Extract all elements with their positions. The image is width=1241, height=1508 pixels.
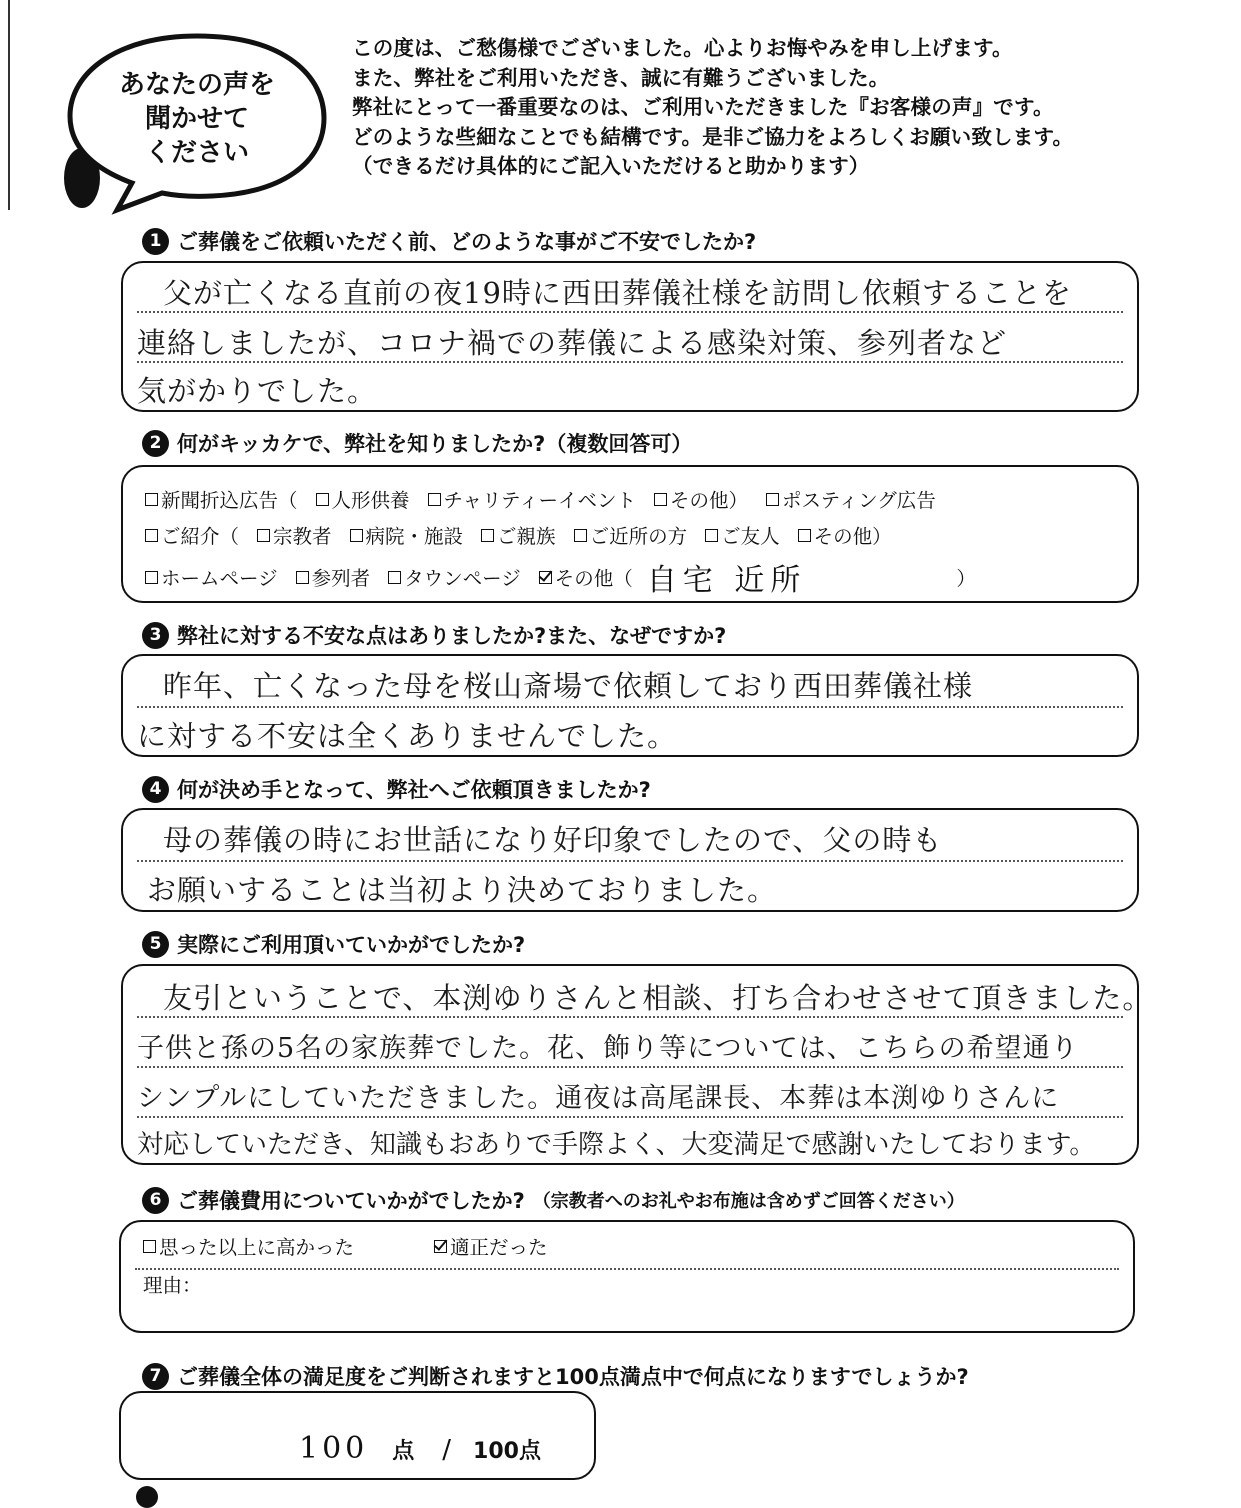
option-posting[interactable]: ポスティング広告 [766, 485, 936, 513]
reason-row[interactable] [143, 1270, 202, 1298]
question-number-icon: 5 [142, 931, 169, 958]
handwritten-other-answer[interactable]: 自宅 近所 [646, 563, 807, 598]
handwritten-answer: 対応していただき、知識もおありで手際よく、大変満足で感謝いたしております。 [137, 1130, 1096, 1160]
answer-box-1[interactable] [121, 261, 1139, 412]
checkbox-icon[interactable] [296, 571, 309, 584]
checkbox-icon[interactable] [766, 493, 779, 506]
question-text: ご葬儀費用についていかがでしたか? [177, 1189, 525, 1213]
ruled-line [137, 706, 1123, 708]
option-homepage[interactable]: ホームページ [145, 563, 278, 591]
score-unit: 点 [392, 1439, 415, 1464]
handwritten-answer: 母の葬儀の時にお世話になり好印象でしたので、父の時も [163, 823, 943, 857]
reason-label: 理由： [143, 1274, 202, 1297]
option-neighbors[interactable]: ご近所の方 [574, 521, 688, 549]
speech-bubble [62, 28, 332, 218]
checkbox-icon[interactable] [481, 529, 494, 542]
intro-line: また、弊社をご利用いただき、誠に有難うございました。 [352, 65, 890, 90]
handwritten-score: 100 [299, 1431, 369, 1466]
score-total: 100点 [473, 1439, 541, 1464]
score-row [299, 1431, 541, 1466]
handwritten-answer: 昨年、亡くなった母を桜山斎場で依頼しており西田葬儀社様 [163, 669, 974, 703]
checkbox-icon[interactable] [388, 571, 401, 584]
answer-box-4[interactable] [121, 808, 1139, 912]
checkbox-icon[interactable] [654, 493, 667, 506]
intro-line: この度は、ご愁傷様でございました。心よりお悔やみを申し上げます。 [352, 36, 1013, 60]
handwritten-answer: 気がかりでした。 [137, 374, 378, 408]
question-number-icon: 3 [142, 622, 169, 649]
question-number-icon: 1 [142, 228, 169, 255]
question-number-icon: 2 [142, 430, 169, 457]
checkbox-icon[interactable] [428, 493, 441, 506]
handwritten-answer: 子供と孫の5名の家族葬でした。花、飾り等については、こちらの希望通り [137, 1033, 1079, 1064]
paren-close: ） [872, 525, 892, 548]
scan-edge-line [8, 0, 10, 210]
question-number-icon: 4 [142, 776, 169, 803]
question-text: 実際にご利用頂いていかがでしたか? [177, 933, 526, 957]
option-doll-memorial[interactable]: 人形供養 [316, 485, 410, 513]
paren-close: ） [728, 489, 749, 512]
option-other-2[interactable]: その他 [798, 521, 873, 549]
handwritten-answer: に対する不安は全くありませんでした。 [137, 719, 678, 753]
checkbox-icon[interactable] [798, 529, 811, 542]
question-text: 何が決め手となって、弊社へご依頼頂きましたか? [177, 778, 651, 802]
option-charity-event[interactable]: チャリティーイベント [428, 485, 636, 513]
handwritten-answer: 友引ということで、本渕ゆりさんと相談、打ち合わせさせて頂きました。 [163, 981, 1153, 1015]
next-question-number-icon [136, 1486, 158, 1508]
question-text: 何がキッカケで、弊社を知りましたか?（複数回答可） [177, 432, 693, 456]
option-row [145, 555, 976, 599]
answer-box-2 [121, 465, 1139, 603]
option-row [145, 485, 936, 513]
option-row [143, 1232, 548, 1260]
option-friends[interactable]: ご友人 [705, 521, 780, 549]
answer-box-3[interactable] [121, 654, 1139, 757]
bubble-line: ください [144, 138, 249, 168]
intro-message [352, 34, 1212, 182]
question-3 [142, 620, 726, 650]
question-7 [142, 1361, 969, 1391]
question-text: ご葬儀をご依頼いただく前、どのような事がご不安でしたか? [177, 230, 757, 254]
score-slash: / [442, 1435, 452, 1465]
option-referral[interactable]: ご紹介（ [145, 521, 239, 549]
question-5 [142, 929, 525, 959]
ruled-line [137, 860, 1123, 862]
option-other-1[interactable]: その他 [654, 485, 729, 513]
handwritten-answer: 父が亡くなる直前の夜19時に西田葬儀社様を訪問し依頼することを [163, 276, 1072, 310]
ruled-line [135, 1268, 1119, 1270]
ruled-line [137, 1066, 1123, 1068]
intro-line: （できるだけ具体的にご記入いただけると助かります） [352, 154, 870, 178]
checkbox-icon[interactable] [145, 529, 158, 542]
option-other-3[interactable]: その他（ [539, 563, 633, 591]
option-religious[interactable]: 宗教者 [257, 521, 332, 549]
question-6 [142, 1185, 965, 1215]
option-town-page[interactable]: タウンページ [388, 563, 521, 591]
bubble-line: 聞かせて [144, 104, 249, 134]
handwritten-answer: シンプルにしていただきました。通夜は高尾課長、本葬は本渕ゆりさんに [137, 1083, 1060, 1114]
option-too-expensive[interactable]: 思った以上に高かった [143, 1232, 354, 1260]
question-number-icon: 6 [142, 1187, 169, 1214]
bubble-line: あなたの声を [118, 70, 275, 100]
question-text: ご葬儀全体の満足度をご判断されますと100点満点中で何点になりますでしょうか? [177, 1365, 969, 1389]
handwritten-answer: 連絡しましたが、コロナ禍での葬儀による感染対策、参列者など [137, 326, 1008, 360]
checkbox-icon[interactable] [316, 493, 329, 506]
question-number-icon: 7 [142, 1363, 169, 1390]
question-text: 弊社に対する不安な点はありましたか?また、なぜですか? [177, 624, 727, 648]
option-newspaper[interactable]: 新聞折込広告（ [145, 485, 298, 513]
answer-box-5[interactable] [121, 964, 1153, 1165]
intro-line: 弊社にとって一番重要なのは、ご利用いただきました『お客様の声』です。 [352, 95, 1054, 119]
question-note: （宗教者へのお礼やお布施は含めずご回答ください） [532, 1191, 965, 1212]
checkbox-icon[interactable] [257, 529, 270, 542]
option-relatives[interactable]: ご親族 [481, 521, 556, 549]
checkbox-icon[interactable] [145, 571, 158, 584]
option-attendee[interactable]: 参列者 [296, 563, 371, 591]
question-4 [142, 774, 651, 804]
question-1 [142, 226, 756, 256]
option-row [145, 521, 892, 549]
handwritten-answer: お願いすることは当初より決めておりました。 [147, 873, 778, 907]
intro-line: どのような些細なことでも結構です。是非ご協力をよろしくお願い致します。 [352, 124, 1074, 149]
checkbox-icon[interactable] [350, 529, 363, 542]
paren-close: ） [956, 567, 976, 590]
checkbox-icon[interactable] [705, 529, 718, 542]
checked-checkbox-icon[interactable] [539, 571, 552, 584]
checkbox-icon[interactable] [145, 493, 158, 506]
question-2 [142, 428, 692, 458]
answer-box-6 [119, 1220, 1135, 1333]
checkbox-icon[interactable] [143, 1240, 156, 1253]
checkbox-icon[interactable] [574, 529, 587, 542]
checked-checkbox-icon[interactable] [434, 1240, 447, 1253]
ruled-line [137, 1116, 1123, 1118]
option-appropriate[interactable]: 適正だった [434, 1232, 548, 1260]
bubble-title [102, 68, 292, 170]
option-hospital[interactable]: 病院・施設 [350, 521, 464, 549]
score-box[interactable] [119, 1391, 596, 1480]
